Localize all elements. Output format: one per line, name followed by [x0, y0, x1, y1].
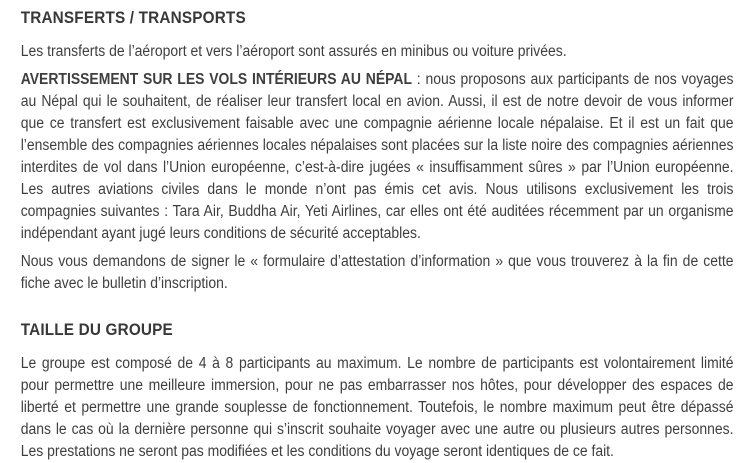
paragraph-taille-du-groupe: Le groupe est composé de 4 à 8 participants au maximum. Le nombre de participants est volontairement limité pour permettre une meilleure immersion, pour ne pas embarrasser nos hôtes, pour développer des espaces de liberté et permettre une grande souplesse de fonctionnement. Toutefois, le nombre maximum peut être dépassé dans le cas où la dernière personne qui s’inscrit souhaite voyager avec une autre ou plusieurs autres personnes. Les prestations ne seront pas modifiées et les conditions du voyage seront identiques de ce fait. [20, 355, 734, 460]
section-transferts [21, 7, 734, 295]
transferts-heading: TRANSFERTS / TRANSPORTS [20, 8, 246, 27]
taille-du-groupe-heading: TAILLE DU GROUPE [20, 320, 173, 339]
paragraph-formulaire-attestation: Nous vous demandons de signer le « formulaire d’attestation d’information » que vous trouverez à la fin de cette fiche avec le bulletin d’inscription. [20, 253, 734, 292]
avertissement-lead-bold: AVERTISSEMENT SUR LES VOLS INTÉRIEURS AU NÉPAL [20, 71, 413, 88]
paragraph-avertissement-vols-interieurs [21, 69, 734, 245]
section-taille-du-groupe [21, 319, 734, 463]
paragraph-transferts-intro: Les transferts de l’aéroport et vers l’aéroport sont assurés en minibus ou voiture privées. [20, 43, 567, 60]
avertissement-body-text: : nous proposons aux participants de nos voyages au Népal qui le souhaitent, de réaliser leur transfert local en avion. Aussi, il est de notre devoir de vous informer que ce transfert est exclusivement faisable avec une compagnie aérienne locale népalaise. Et il est un fait que l’ensemble des compagnies aériennes locales népalaises sont placées sur la liste noire des compagnies aériennes interdites de vol dans l’Union européenne, c’est-à-dire jugées « insuffisamment sûres » par l’Union européenne. Les autres aviations civiles dans le monde n’ont pas émis cet avis. Nous utilisons exclusivement les trois compagnies suivantes : Tara Air, Buddha Air, Yeti Airlines, car elles ont été auditées récemment par un organisme indépendant ayant jugé leurs conditions de sécurité acceptables. [20, 71, 734, 242]
